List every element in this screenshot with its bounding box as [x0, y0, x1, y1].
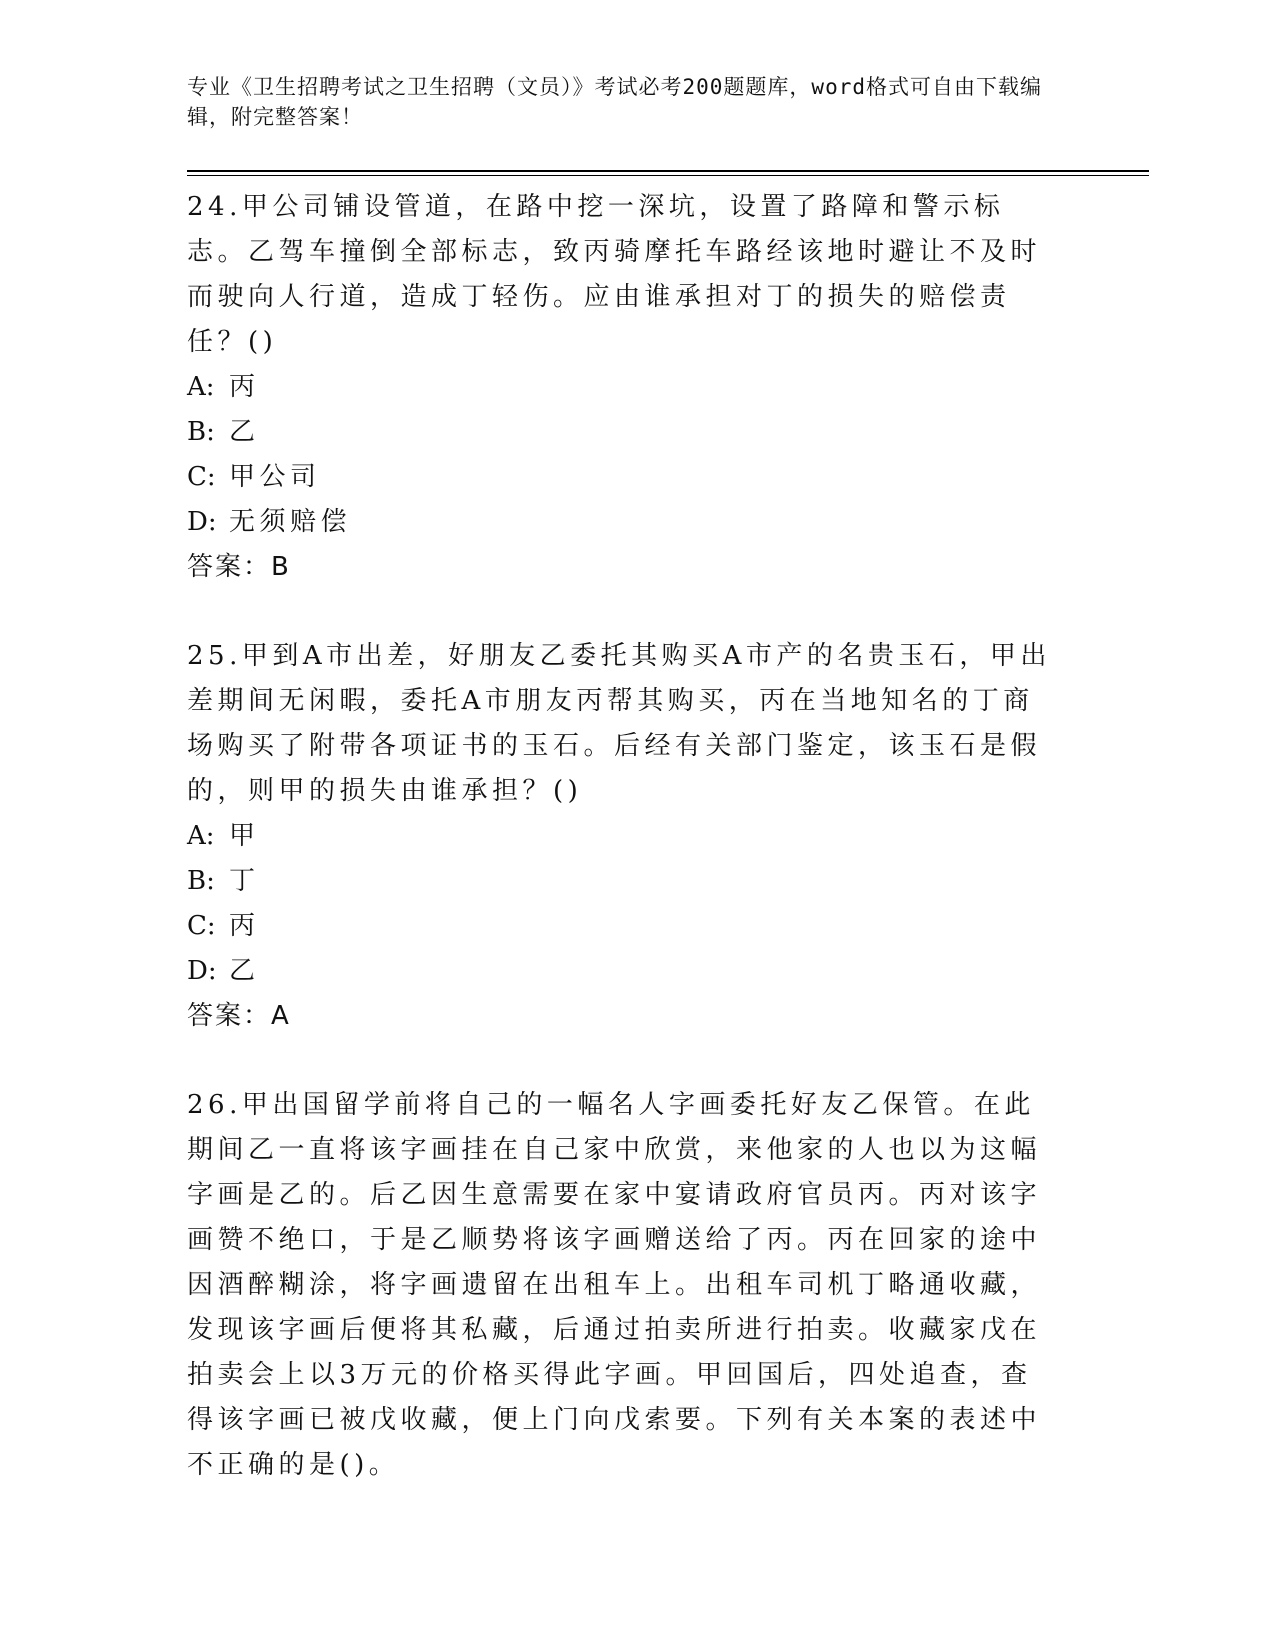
option-key: D: — [187, 507, 217, 537]
option-c — [187, 904, 1147, 949]
option-text: 无须赔偿 — [229, 507, 352, 537]
option-key: C: — [187, 462, 216, 492]
question-24 — [187, 185, 1147, 590]
option-text: 丁 — [229, 866, 260, 896]
answer-line — [187, 994, 1147, 1039]
option-a — [187, 365, 1147, 410]
answer-label: 答案： — [187, 1001, 272, 1031]
header-divider — [187, 170, 1149, 176]
divider-thick-line — [187, 170, 1149, 172]
option-text: 丙 — [229, 911, 260, 941]
document-header: 专业《卫生招聘考试之卫生招聘（文员）》考试必考200题题库，word格式可自由下载编辑，附完整答案！ — [187, 75, 1042, 129]
answer-value: A — [271, 1001, 289, 1031]
option-key: B: — [187, 866, 215, 896]
option-list — [187, 814, 1147, 994]
answer-line — [187, 545, 1147, 590]
question-stem: 24.甲公司铺设管道，在路中挖一深坑，设置了路障和警示标志。乙驾车撞倒全部标志，致丙骑摩托车路经该地时避让不及时而驶向人行道，造成丁轻伤。应由谁承担对丁的损失的赔偿责任？() — [187, 192, 1042, 357]
option-text: 甲公司 — [229, 462, 321, 492]
question-26 — [187, 1083, 1147, 1488]
question-stem: 25.甲到A市出差，好朋友乙委托其购买A市产的名贵玉石，甲出差期间无闲暇，委托A市朋友丙帮其购买，丙在当地知名的丁商场购买了附带各项证书的玉石。后经有关部门鉴定，该玉石是假的，则甲的损失由谁承担？() — [187, 641, 1051, 806]
option-text: 乙 — [229, 956, 260, 986]
option-key: D: — [187, 956, 217, 986]
option-key: B: — [187, 417, 215, 447]
option-d — [187, 500, 1147, 545]
option-list — [187, 365, 1147, 545]
document-page — [187, 72, 1147, 1488]
question-stem: 26.甲出国留学前将自己的一幅名人字画委托好友乙保管。在此期间乙一直将该字画挂在自己家中欣赏，来他家的人也以为这幅字画是乙的。后乙因生意需要在家中宴请政府官员丙。丙对该字画赞不绝口，于是乙顺势将该字画赠送给了丙。丙在回家的途中因酒醉糊涂，将字画遗留在出租车上。出租车司机丁略通收藏，发现该字画后便将其私藏，后通过拍卖所进行拍卖。收藏家戊在拍卖会上以3万元的价格买得此字画。甲回国后，四处追查，查得该字画已被戊收藏，便上门向戊索要。下列有关本案的表述中不正确的是()。 — [187, 1090, 1042, 1480]
answer-value: B — [271, 552, 289, 582]
option-text: 乙 — [229, 417, 260, 447]
question-25 — [187, 634, 1147, 1039]
option-key: A: — [187, 372, 215, 402]
option-c — [187, 455, 1147, 500]
option-key: C: — [187, 911, 216, 941]
divider-thin-line — [187, 175, 1149, 176]
option-text: 丙 — [229, 372, 260, 402]
option-key: A: — [187, 821, 215, 851]
answer-label: 答案： — [187, 552, 272, 582]
option-d — [187, 949, 1147, 994]
option-b — [187, 410, 1147, 455]
option-b — [187, 859, 1147, 904]
option-a — [187, 814, 1147, 859]
option-text: 甲 — [229, 821, 260, 851]
